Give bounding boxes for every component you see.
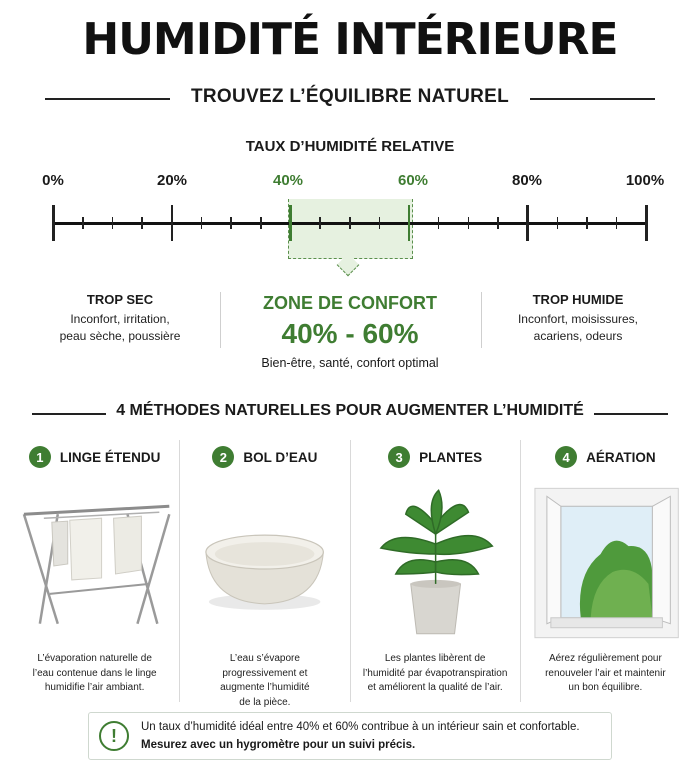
zone-dry-text-2: peau sèche, poussière <box>59 329 181 343</box>
zone-humid <box>498 292 658 345</box>
scale-minor-tick <box>112 217 114 229</box>
method-description-line: humidifie l’air ambiant. <box>44 682 145 693</box>
method-description-line: Les plantes libèrent de <box>384 653 486 664</box>
scale-label-40: 40% <box>272 172 304 189</box>
zone-humid-text-2: acariens, odeurs <box>533 329 623 343</box>
exclamation-icon: ! <box>99 721 129 751</box>
scale-major-tick <box>645 205 648 241</box>
note-text-bold: Mesurez avec un hygromètre pour un suivi précis. <box>141 739 416 751</box>
method-description-line: renouveler l’air et maintenir <box>545 667 666 679</box>
divider <box>594 413 668 415</box>
page-title: HUMIDITÉ INTÉRIEURE <box>82 14 618 65</box>
scale-minor-tick <box>438 217 440 229</box>
info-note <box>88 712 612 760</box>
method-description-line: augmente l’humidité <box>220 682 310 693</box>
methods-grid <box>10 440 690 708</box>
method-number-badge: 2 <box>212 446 234 468</box>
zone-dry <box>40 292 200 345</box>
water-bowl-icon <box>180 484 349 644</box>
zone-dry-heading: TROP SEC <box>86 292 154 307</box>
scale-major-tick <box>171 205 174 241</box>
zone-comfort-text: Bien-être, santé, confort optimal <box>261 356 439 370</box>
humidity-scale <box>0 195 700 285</box>
methods-title-row <box>0 402 700 426</box>
scale-minor-tick <box>141 217 143 229</box>
method-card-laundry <box>10 440 180 702</box>
method-description-line: l’humidité par évapotranspiration <box>362 667 508 679</box>
method-description-line: un bon équilibre. <box>568 682 643 693</box>
method-card-ventilation <box>521 440 690 702</box>
scale-minor-tick <box>349 217 351 229</box>
methods-title: 4 MÉTHODES NATURELLES POUR AUGMENTER L’HUMIDITÉ <box>116 402 584 419</box>
note-text: Un taux d’humidité idéal entre 40% et 60% contribue à un intérieur sain et confortable. <box>141 721 580 733</box>
zone-humid-text-1: Inconfort, moisissures, <box>517 312 639 326</box>
scale-minor-tick <box>82 217 84 229</box>
method-description-line: de la pièce. <box>239 696 291 708</box>
scale-major-tick <box>52 205 55 241</box>
drying-rack-icon <box>10 484 179 644</box>
scale-minor-tick <box>497 217 499 229</box>
method-description-line: L’eau s’évapore <box>229 653 300 664</box>
scale-label-60: 60% <box>397 172 429 189</box>
scale-major-tick <box>526 205 529 241</box>
scale-minor-tick <box>201 217 203 229</box>
scale-label-80: 80% <box>511 172 543 189</box>
scale-minor-tick <box>557 217 559 229</box>
method-description-line: et améliorent la qualité de l’air. <box>367 682 503 693</box>
divider <box>481 292 482 348</box>
method-label: LINGE ÉTENDU <box>59 449 161 465</box>
zone-humid-heading: TROP HUMIDE <box>532 292 624 307</box>
method-description-line: Aérez régulièrement pour <box>548 653 662 664</box>
scale-minor-tick <box>586 217 588 229</box>
method-description-line: progressivement et <box>222 667 308 679</box>
method-description-line: L’évaporation naturelle de <box>37 653 152 664</box>
scale-minor-tick <box>468 217 470 229</box>
method-label: PLANTES <box>419 449 483 465</box>
method-number-badge: 1 <box>29 446 51 468</box>
scale-minor-tick <box>230 217 232 229</box>
zone-dry-text-1: Inconfort, irritation, <box>70 312 170 326</box>
divider <box>530 98 655 100</box>
method-label: AÉRATION <box>586 449 656 465</box>
scale-title: TAUX D’HUMIDITÉ RELATIVE <box>245 138 455 155</box>
plant-icon <box>351 484 520 644</box>
scale-label-100: 100% <box>625 172 665 189</box>
scale-minor-tick <box>319 217 321 229</box>
page-subtitle: TROUVEZ L’ÉQUILIBRE NATUREL <box>190 86 510 107</box>
method-card-plants <box>351 440 521 702</box>
open-window-icon <box>521 484 690 644</box>
comfort-zone-highlight <box>288 199 413 259</box>
scale-major-tick <box>408 205 411 241</box>
method-number-badge: 4 <box>555 446 577 468</box>
scale-label-20: 20% <box>156 172 188 189</box>
method-number-badge: 3 <box>388 446 410 468</box>
scale-label-0: 0% <box>42 172 64 189</box>
method-label: BOL D’EAU <box>243 449 318 465</box>
scale-minor-tick <box>379 217 381 229</box>
method-card-water-bowl <box>180 440 350 708</box>
scale-major-tick <box>289 205 292 241</box>
scale-minor-tick <box>616 217 618 229</box>
scale-minor-tick <box>260 217 262 229</box>
zone-comfort-heading: ZONE DE CONFORT <box>263 293 437 313</box>
zone-comfort-value: 40% - 60% <box>281 318 419 349</box>
subtitle-row <box>0 86 700 110</box>
method-description-line: l’eau contenue dans le linge <box>32 667 157 679</box>
